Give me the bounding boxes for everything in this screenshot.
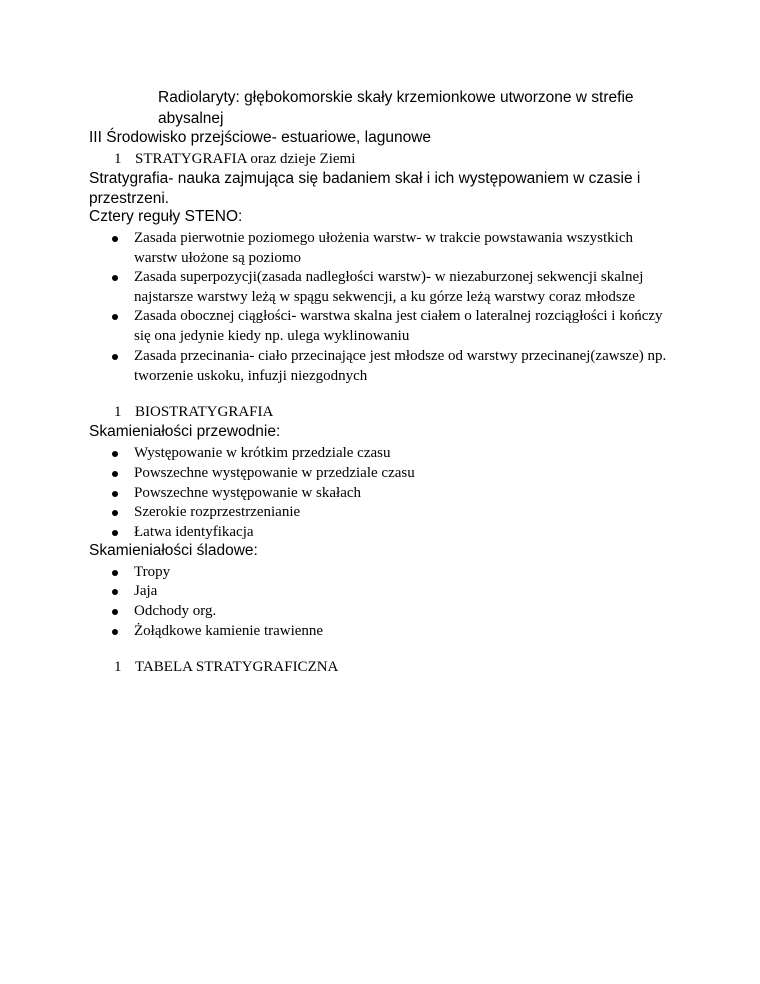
bullet-icon bbox=[112, 589, 118, 595]
trace-fossils-heading: Skamieniałości śladowe: bbox=[89, 542, 258, 559]
section-number: 1 bbox=[114, 404, 122, 420]
bullet-icon bbox=[112, 451, 118, 457]
section-title: TABELA STRATYGRAFICZNA bbox=[135, 659, 339, 675]
radiolaryty-line-2: abysalnej bbox=[158, 110, 224, 127]
list-item-text: Szerokie rozprzestrzenianie bbox=[134, 504, 301, 520]
list-item bbox=[112, 522, 692, 542]
list-item-text: Zasada obocznej ciągłości- warstwa skalna jest ciałem o lateralnej rozciągłości i kończy się ona jedynie kiedy np. ulega wyklinowaniu bbox=[134, 308, 663, 344]
list-item-text: Jaja bbox=[134, 583, 158, 599]
list-item-text: Powszechne występowanie w skałach bbox=[134, 485, 362, 501]
section-title: BIOSTRATYGRAFIA bbox=[135, 404, 274, 420]
bullet-icon bbox=[112, 510, 118, 516]
list-item-text: Zasada pierwotnie poziomego ułożenia warstw- w trakcie powstawania wszystkich warstw ułożone są poziomo bbox=[134, 230, 633, 266]
environment-heading: III Środowisko przejściowe- estuariowe, lagunowe bbox=[89, 129, 432, 146]
stratygrafia-definition-line-1: Stratygrafia- nauka zajmująca się badaniem skał i ich występowaniem w czasie i bbox=[89, 170, 641, 187]
bullet-icon bbox=[112, 275, 118, 281]
list-item bbox=[112, 483, 692, 503]
radiolaryty-line-1: Radiolaryty: głębokomorskie skały krzemionkowe utworzone w strefie bbox=[158, 89, 634, 106]
section-number: 1 bbox=[114, 151, 122, 167]
stratygrafia-definition-line-2: przestrzeni. bbox=[89, 190, 170, 207]
list-item bbox=[112, 601, 692, 621]
list-item bbox=[112, 306, 692, 346]
bullet-icon bbox=[112, 471, 118, 477]
section-title: STRATYGRAFIA oraz dzieje Ziemi bbox=[135, 151, 356, 167]
list-item-text: Łatwa identyfikacja bbox=[134, 524, 254, 540]
bullet-icon bbox=[112, 314, 118, 320]
bullet-icon bbox=[112, 629, 118, 635]
bullet-icon bbox=[112, 609, 118, 615]
list-item bbox=[112, 562, 692, 582]
list-item-text: Występowanie w krótkim przedziale czasu bbox=[134, 445, 391, 461]
bullet-icon bbox=[112, 491, 118, 497]
section-number: 1 bbox=[114, 659, 122, 675]
list-item bbox=[112, 267, 692, 307]
bullet-icon bbox=[112, 236, 118, 242]
steno-rules-heading: Cztery reguły STENO: bbox=[89, 208, 243, 225]
bullet-icon bbox=[112, 530, 118, 536]
list-item-text: Odchody org. bbox=[134, 603, 217, 619]
list-item bbox=[112, 228, 692, 268]
list-item bbox=[112, 443, 692, 463]
list-item bbox=[112, 463, 692, 483]
index-fossils-heading: Skamieniałości przewodnie: bbox=[89, 423, 281, 440]
bullet-icon bbox=[112, 570, 118, 576]
list-item-text: Zasada superpozycji(zasada nadległości warstw)- w niezaburzonej sekwencji skalnej najstarsze warstwy leżą w spągu sekwencji, a ku górze leżą warstwy coraz młodsze bbox=[134, 269, 644, 305]
list-item bbox=[112, 346, 692, 386]
list-item bbox=[112, 581, 692, 601]
list-item-text: Żołądkowe kamienie trawienne bbox=[134, 623, 324, 639]
list-item-text: Tropy bbox=[134, 564, 171, 580]
list-item-text: Powszechne występowanie w przedziale czasu bbox=[134, 465, 415, 481]
list-item bbox=[112, 502, 692, 522]
list-item-text: Zasada przecinania- ciało przecinające jest młodsze od warstwy przecinanej(zawsze) np. tworzenie uskoku, infuzji niezgodnych bbox=[134, 348, 667, 384]
bullet-icon bbox=[112, 354, 118, 360]
list-item bbox=[112, 621, 692, 641]
